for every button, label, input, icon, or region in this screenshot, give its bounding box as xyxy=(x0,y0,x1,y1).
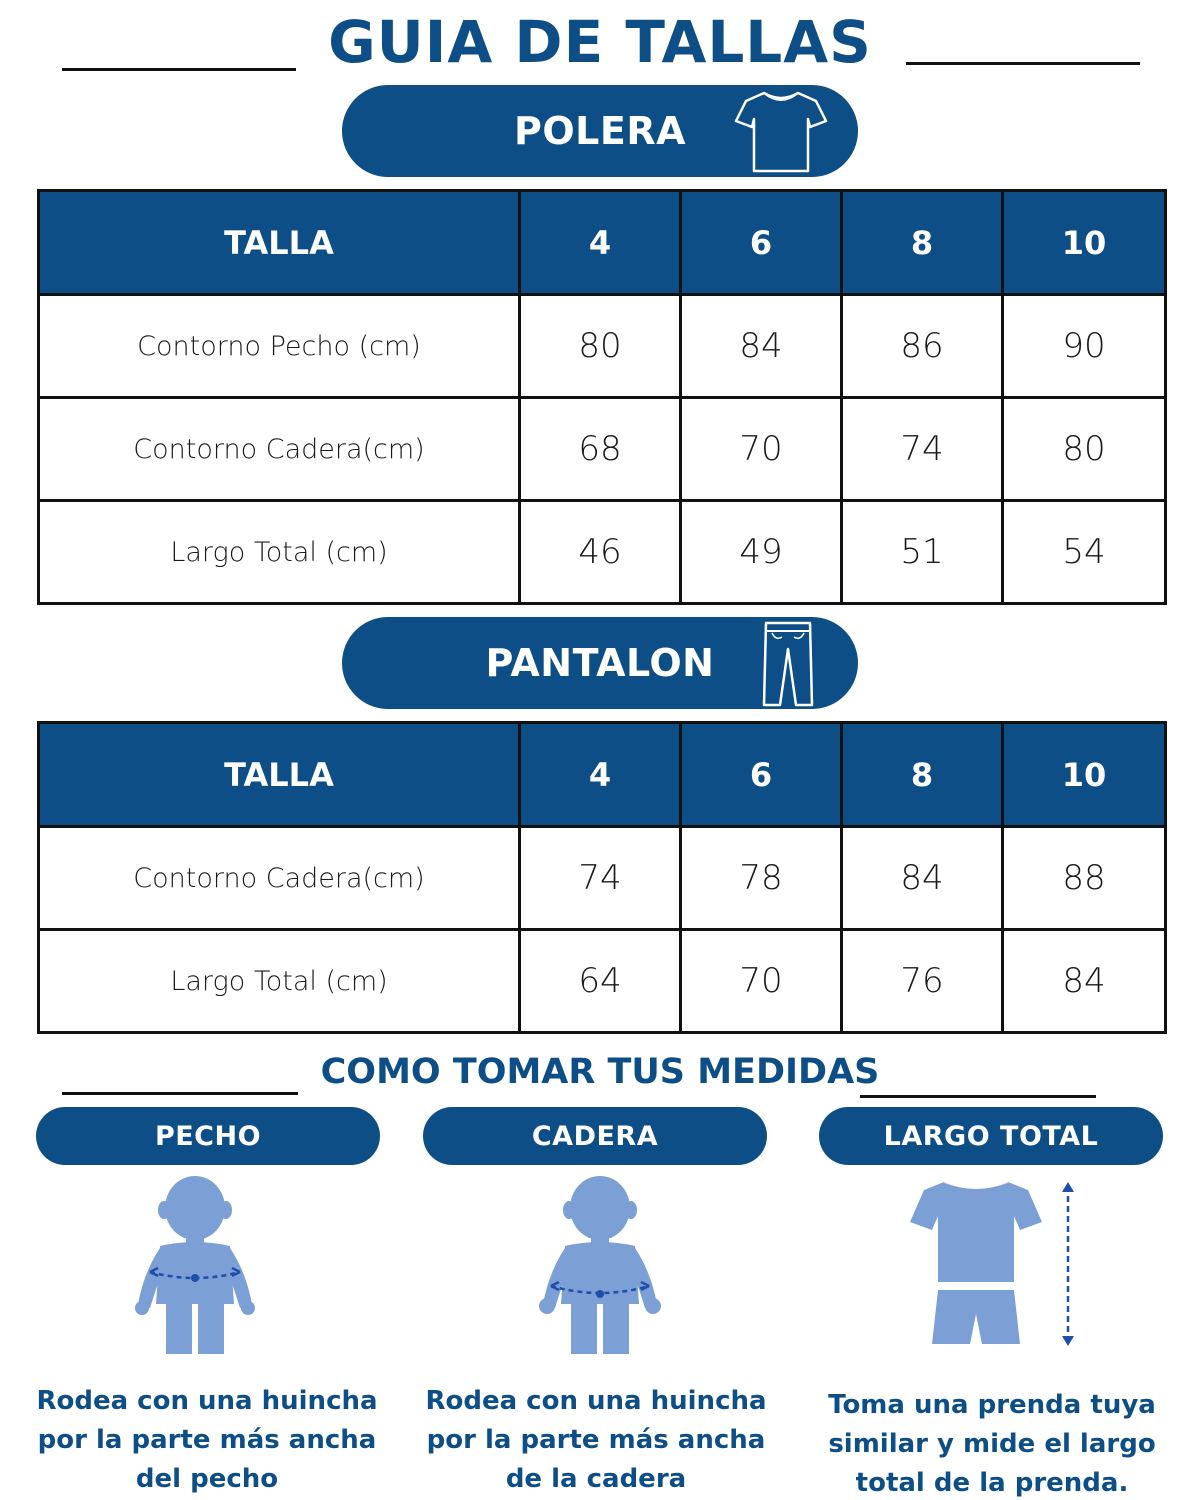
table-cell: 80 xyxy=(1003,398,1166,501)
description-line: por la parte más ancha xyxy=(426,1425,766,1455)
section-line-left xyxy=(62,1092,298,1095)
table-header-row xyxy=(39,191,1166,295)
header-cell: 10 xyxy=(1003,723,1166,827)
description-line: de la cadera xyxy=(505,1464,687,1494)
table-cell: 86 xyxy=(842,295,1003,398)
table-cell: 84 xyxy=(842,827,1003,930)
tshirt-icon xyxy=(732,87,828,184)
table-row xyxy=(39,501,1166,604)
table-cell: 78 xyxy=(681,827,842,930)
header-cell: 8 xyxy=(842,191,1003,295)
clothes-length-illustration xyxy=(908,1178,1088,1354)
table-row xyxy=(39,930,1166,1033)
table-cell: 84 xyxy=(681,295,842,398)
table-cell: 88 xyxy=(1003,827,1166,930)
header-cell-talla: TALLA xyxy=(39,191,520,295)
row-label: Largo Total (cm) xyxy=(39,501,520,604)
description-line: Toma una prenda tuya xyxy=(828,1390,1156,1420)
table-cell: 76 xyxy=(842,930,1003,1033)
largo-total-description xyxy=(812,1386,1172,1500)
child-hip-illustration xyxy=(535,1172,665,1362)
measure-section-title: COMO TOMAR TUS MEDIDAS xyxy=(320,1052,880,1092)
table-cell: 54 xyxy=(1003,501,1166,604)
polera-size-table xyxy=(37,189,1167,605)
description-line: total de la prenda. xyxy=(855,1468,1129,1498)
table-cell: 80 xyxy=(520,295,681,398)
description-line: Rodea con una huincha xyxy=(36,1386,378,1416)
table-cell: 90 xyxy=(1003,295,1166,398)
description-line: similar y mide el largo xyxy=(828,1429,1156,1459)
table-row xyxy=(39,398,1166,501)
header-cell: 4 xyxy=(520,191,681,295)
description-line: por la parte más ancha xyxy=(37,1425,377,1455)
page-title: GUIA DE TALLAS xyxy=(328,8,872,76)
header-cell: 10 xyxy=(1003,191,1166,295)
description-line: Rodea con una huincha xyxy=(425,1386,767,1416)
cadera-label: CADERA xyxy=(531,1120,659,1152)
table-cell: 49 xyxy=(681,501,842,604)
pantalon-size-table xyxy=(37,721,1167,1034)
title-line-right xyxy=(906,62,1140,65)
table-header-row xyxy=(39,723,1166,827)
largo-total-label: LARGO TOTAL xyxy=(883,1120,1099,1152)
pantalon-section-pill xyxy=(342,617,858,709)
row-label: Contorno Cadera(cm) xyxy=(39,827,520,930)
child-chest-illustration xyxy=(130,1172,260,1362)
pecho-pill xyxy=(36,1107,380,1165)
table-row xyxy=(39,827,1166,930)
pecho-label: PECHO xyxy=(154,1120,262,1152)
pants-icon xyxy=(760,619,816,718)
row-label: Contorno Cadera(cm) xyxy=(39,398,520,501)
polera-label: POLERA xyxy=(514,109,686,153)
table-cell: 46 xyxy=(520,501,681,604)
table-cell: 74 xyxy=(520,827,681,930)
header-cell: 8 xyxy=(842,723,1003,827)
description-line: del pecho xyxy=(135,1464,279,1494)
pantalon-label: PANTALON xyxy=(485,641,715,685)
cadera-pill xyxy=(423,1107,767,1165)
largo-total-pill xyxy=(819,1107,1163,1165)
table-cell: 51 xyxy=(842,501,1003,604)
header-cell: 6 xyxy=(681,191,842,295)
header-cell: 4 xyxy=(520,723,681,827)
row-label: Contorno Pecho (cm) xyxy=(39,295,520,398)
table-cell: 70 xyxy=(681,930,842,1033)
row-label: Largo Total (cm) xyxy=(39,930,520,1033)
table-cell: 64 xyxy=(520,930,681,1033)
cadera-description xyxy=(416,1382,776,1499)
pecho-description xyxy=(27,1382,387,1499)
header-cell-talla: TALLA xyxy=(39,723,520,827)
header-cell: 6 xyxy=(681,723,842,827)
table-cell: 68 xyxy=(520,398,681,501)
table-cell: 70 xyxy=(681,398,842,501)
table-row xyxy=(39,295,1166,398)
section-line-right xyxy=(860,1095,1096,1098)
table-cell: 84 xyxy=(1003,930,1166,1033)
table-cell: 74 xyxy=(842,398,1003,501)
polera-section-pill xyxy=(342,85,858,177)
